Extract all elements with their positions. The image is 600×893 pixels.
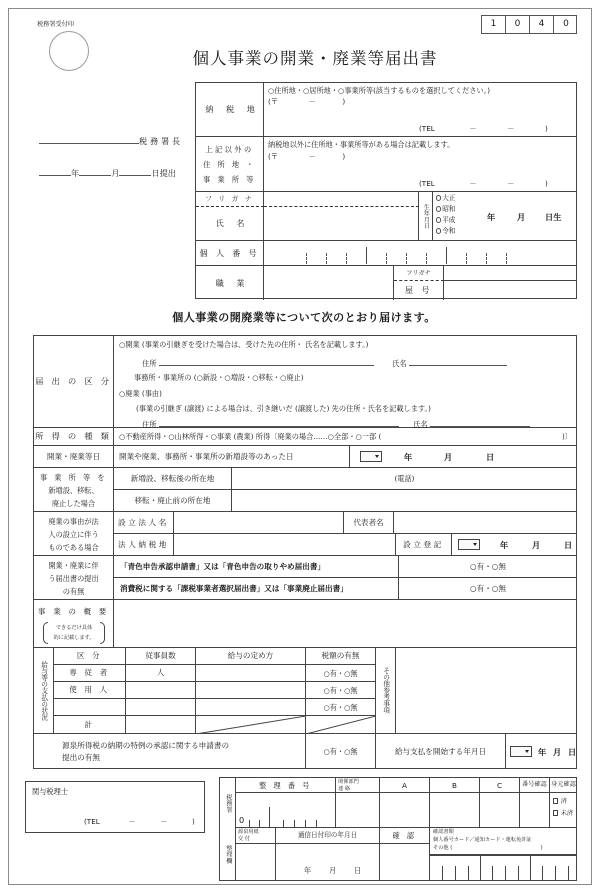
other-notes-label — [376, 648, 396, 734]
office-check-done-label: 済 — [560, 798, 567, 805]
office-col-c: C — [480, 778, 520, 793]
office-a-field[interactable] — [380, 793, 430, 828]
attachments-label-line3: の有無 — [62, 587, 85, 596]
mynumber-group-divider — [346, 247, 367, 264]
salary-row-tax[interactable]: ○有・○無 — [306, 699, 376, 716]
registration-year-label: 年 — [500, 540, 509, 550]
office-use-table — [219, 777, 577, 881]
special-approval-yesno[interactable]: ○有・○無 — [306, 734, 376, 769]
income-type-options[interactable]: ○不動産所得・○山林所得・○事業 (農業) 所得〔廃業の場合……○全部・○一部 ( — [119, 432, 382, 441]
other-address-label — [196, 137, 264, 192]
mynumber-label: 個 人 番 号 — [196, 241, 264, 266]
bracket-left — [43, 622, 48, 644]
postal-dash: － — [308, 97, 316, 106]
era-label: 昭和 — [442, 205, 456, 213]
salary-row-method-diagonal — [196, 716, 306, 734]
submit-date-line — [39, 161, 194, 180]
office-seiri-tick — [294, 820, 295, 828]
office-seiri-tick — [316, 820, 317, 828]
birth-year-label: 年 — [487, 212, 496, 222]
checkbox-icon[interactable] — [553, 798, 558, 803]
main-table — [33, 335, 577, 769]
office-tsushin-year: 年 — [304, 866, 312, 875]
office-seiri-tick — [305, 820, 306, 828]
birth-month-label: 月 — [517, 212, 526, 222]
salary-header-category: 区 分 — [54, 648, 126, 665]
attachment-row-1-text: 「青色申告承認申請書」又は「青色申告の取りやめ届出書」 — [120, 561, 326, 571]
office-b-field[interactable] — [430, 793, 480, 828]
postal-dash: － — [308, 152, 316, 161]
office-col-renraku-line1: 関係部門 — [338, 779, 359, 785]
office-col-renraku-line2: 連 絡 — [338, 786, 351, 792]
attachments-label-line1: 開業・廃業に伴 — [48, 561, 99, 570]
salary-row-count[interactable] — [126, 716, 196, 734]
tax-office-blank[interactable] — [39, 132, 139, 144]
office-tsushin-month: 月 — [329, 866, 337, 875]
other-address-label-line3: 事 業 所 等 — [203, 175, 256, 184]
corp-reason-label-line3: ものである場合 — [48, 543, 99, 552]
other-address-label-line2: 住 所 地 ・ — [203, 160, 256, 169]
event-date-label: 開業・廃業等日 — [34, 446, 114, 468]
registration-month-label: 月 — [532, 540, 541, 550]
salary-row-tax[interactable]: ○有・○無 — [306, 665, 376, 682]
nozeichi-postal — [268, 97, 345, 106]
representative-field[interactable] — [394, 512, 577, 534]
office-seiri-tick — [249, 820, 250, 828]
office-kakunin-docs-close: ) — [540, 845, 543, 851]
bracket-right — [100, 622, 105, 644]
salary-row-method[interactable] — [196, 665, 306, 682]
corp-name-field[interactable] — [174, 512, 344, 534]
address-label: 住所 — [142, 420, 157, 429]
postal-mark: (〒 — [268, 152, 278, 161]
special-approval-label-line1: 源泉所得税の納期の特例の承認に関する申請書の — [62, 741, 230, 750]
corp-name-label: 設立法人名 — [114, 512, 174, 534]
name-label: 氏 名 — [196, 207, 264, 241]
event-date-era-dropdown[interactable] — [360, 451, 382, 462]
nozeichi-options[interactable]: ○住所地・○居所地・○事業所等(該当するものを選択してください。) — [268, 86, 491, 95]
yago-furigana-label-cell — [394, 266, 444, 281]
office-col-seiri: 整 理 番 号 — [236, 778, 336, 793]
corp-taxplace-field[interactable] — [174, 534, 396, 556]
accountant-tel-label: (TEL — [84, 817, 100, 826]
era-label: 平成 — [442, 216, 456, 224]
office-kakunin-docs-other: その他 ( — [433, 845, 453, 851]
accountant-tel-dash-1: － — [128, 817, 136, 826]
corp-reason-label — [34, 512, 114, 556]
new-location-phone-label: (電話) — [394, 474, 415, 483]
tel-dash-2: － — [507, 124, 515, 133]
kaigyo-address-input[interactable] — [159, 355, 374, 366]
furigana-label-cell — [196, 192, 264, 207]
yago-field[interactable] — [444, 281, 577, 300]
mynumber-cell[interactable] — [326, 253, 347, 264]
page-title: 個人事業の開業・廃業等届出書 — [192, 48, 438, 68]
mynumber-cell[interactable] — [286, 253, 307, 264]
salary-start-day-label: 日 — [568, 747, 577, 757]
mynumber-group-divider — [426, 247, 447, 264]
attachment-row-1-yesno[interactable]: ○有・○無 — [399, 556, 577, 578]
business-overview-field[interactable] — [114, 600, 577, 648]
office-docnumber-divider — [480, 856, 481, 881]
salary-row-count[interactable]: 人 — [126, 665, 196, 682]
receipt-stamp-circle — [49, 31, 89, 71]
event-date-month-label: 月 — [444, 452, 453, 462]
receipt-stamp-label: 税務署受付印 — [37, 21, 75, 28]
checkbox-icon[interactable] — [553, 810, 558, 815]
mynumber-cell[interactable] — [506, 253, 526, 264]
attachments-label — [34, 556, 114, 600]
era-option-reiwa[interactable] — [436, 227, 455, 235]
accountant-tel-dash-2: － — [160, 817, 168, 826]
section-heading: 個人事業の開廃業等について次のとおり届けます。 — [172, 311, 436, 325]
accountant-tel-close: ) — [191, 817, 195, 826]
other-address-note: 納税地以外に住所地・事業所等がある場合は記載します。 — [268, 140, 455, 149]
taxpayer-table — [195, 82, 577, 299]
office-seiri-prefix: 0 — [239, 815, 245, 825]
office-change-options[interactable]: 事務所・事業所の (○新設・○増設・○移転・○廃止) — [134, 373, 304, 382]
birthdate-label-cell — [419, 192, 433, 241]
submit-year-blank[interactable] — [39, 164, 71, 176]
attachments-label-line2: う届出書の提出 — [48, 574, 99, 583]
birth-day-label: 日生 — [545, 212, 562, 222]
special-approval-label — [34, 734, 306, 769]
birthdate-field — [433, 192, 577, 241]
old-location-field[interactable] — [232, 490, 577, 512]
office-genzen-label-line2: 交 付 — [238, 836, 251, 842]
name-label: 氏名 — [392, 359, 407, 368]
office-seiri-field[interactable] — [236, 793, 336, 828]
salary-row-tax[interactable]: ○有・○無 — [306, 682, 376, 699]
mynumber-field[interactable] — [264, 241, 577, 266]
kaigyo-option[interactable]: ○開業 (事業の引継ぎを受けた場合は、受けた先の住所・ 氏名を記載します。) — [119, 340, 369, 349]
registration-day-label: 日 — [564, 540, 573, 550]
office-tsushin-label: 通信日付印の年月日 — [276, 828, 380, 844]
tel-dash-2: － — [507, 179, 515, 188]
tax-office-label: 税務署長 — [139, 136, 183, 146]
corp-reason-label-line2: 人の設立に伴う — [48, 530, 99, 539]
new-location-label: 新増設、移転後の所在地 — [114, 468, 232, 490]
salary-header-tax: 税額の有無 — [306, 648, 376, 665]
office-tsushin-field[interactable] — [276, 844, 380, 880]
mynumber-cell[interactable] — [446, 253, 467, 264]
income-type-close: )〕 — [562, 432, 572, 441]
mynumber-cell[interactable] — [306, 253, 327, 264]
tel-close: ) — [544, 179, 548, 188]
event-date-year-label: 年 — [404, 452, 413, 462]
office-docnumber-tick — [505, 866, 506, 880]
accountant-box — [25, 781, 205, 833]
salary-start-era-dropdown[interactable] — [510, 746, 532, 757]
office-col-b: B — [430, 778, 480, 793]
office-check-not-done-label: 未済 — [560, 810, 574, 817]
office-check-done[interactable] — [553, 798, 577, 810]
furigana-field[interactable] — [264, 192, 419, 207]
submit-year-label: 年 — [71, 168, 80, 178]
salary-row-category: 専 従 者 — [54, 665, 126, 682]
other-address-postal — [268, 152, 345, 161]
new-location-field[interactable] — [232, 468, 577, 490]
salary-row-method[interactable] — [196, 699, 306, 716]
radio-icon[interactable] — [436, 217, 441, 222]
attachment-row-2 — [114, 578, 399, 600]
office-bangou-field[interactable] — [520, 793, 550, 828]
office-docnumber-field[interactable] — [430, 855, 577, 880]
haigyo-address-input[interactable] — [159, 417, 399, 427]
office-col-bangou: 番号確認 — [520, 778, 550, 793]
name-label: 氏名 — [413, 420, 428, 429]
other-address-field — [264, 137, 577, 192]
submit-month-blank[interactable] — [79, 164, 111, 176]
office-docnumber-tick — [518, 866, 519, 880]
office-change-label-line1: 事 業 所 等 を — [39, 473, 108, 482]
salary-row-count[interactable] — [126, 682, 196, 699]
era-option-taisho[interactable] — [436, 194, 455, 202]
haigyo-note: (事業の引継ぎ (譲渡) による場合は、引き継いだ (譲渡した) 先の住所・氏名を記載します。) — [136, 404, 431, 413]
office-change-label-line2: 新増設、移転、 — [48, 486, 99, 495]
salary-side-label-text: 給与等の支払の状況 — [39, 660, 48, 721]
radio-icon[interactable] — [436, 228, 441, 233]
office-col-a: A — [380, 778, 430, 793]
other-notes-field[interactable] — [396, 648, 577, 734]
postal-close: ) — [342, 97, 346, 106]
salary-side-label — [34, 648, 54, 734]
category-field — [114, 336, 577, 428]
mynumber-cell[interactable] — [386, 253, 407, 264]
kaigyo-name-input[interactable] — [409, 355, 507, 366]
office-kakunin-docs-title: 確認書類 — [433, 829, 454, 835]
category-label: 届 出 の 区 分 — [34, 336, 114, 428]
office-genzen-label-line1: 源泉用紙 — [238, 829, 259, 835]
salary-start-year-label: 年 — [538, 747, 547, 757]
diagonal-strike-icon — [306, 716, 376, 734]
office-mimoto-field[interactable] — [550, 793, 577, 828]
business-overview-note-line1: できるだけ具体 — [55, 624, 93, 631]
furigana-label: フ リ ガ ナ — [205, 195, 254, 204]
other-address-tel — [419, 179, 548, 188]
registration-date-field — [452, 534, 577, 556]
mynumber-cell[interactable] — [466, 253, 487, 264]
tel-label: (TEL — [419, 124, 435, 133]
event-date-text: 開業や廃業、事務所・事業所の新増設等のあった日 — [119, 452, 294, 461]
registration-era-dropdown[interactable] — [458, 539, 480, 550]
office-change-label — [34, 468, 114, 512]
office-check-not-done[interactable] — [553, 810, 577, 822]
office-col-renraku — [336, 778, 380, 793]
special-approval-label-line2: 提出の有無 — [62, 753, 100, 762]
accountant-label: 関与税理士 — [32, 787, 68, 796]
income-type-field[interactable] — [114, 428, 577, 446]
office-kakunin-label: 確 認 — [380, 828, 430, 844]
event-date-divider — [349, 446, 350, 468]
registration-label: 設立登記 — [396, 534, 452, 556]
salary-row-tax-diagonal — [306, 716, 376, 734]
kaigyo-address-row — [142, 355, 507, 368]
event-date-field — [114, 446, 577, 468]
business-overview-label — [34, 600, 114, 648]
office-docnumber-divider — [530, 856, 531, 881]
corp-reason-label-line1: 廃業の事由が法 — [48, 517, 99, 526]
yago-furigana-label: フリガナ — [406, 269, 431, 277]
office-docnumber-tick — [568, 866, 569, 880]
office-kakunin-docs — [430, 828, 577, 855]
salary-row-category: 計 — [54, 716, 126, 734]
nozeichi-label: 納 税 地 — [196, 83, 264, 137]
other-notes-label-text: その他参考事項 — [381, 667, 390, 714]
birthdate-label: 生年月日 — [422, 203, 430, 229]
salary-header-count: 従事員数 — [126, 648, 196, 665]
salary-header-method: 給与の定め方 — [196, 648, 306, 665]
office-kakunin-docs-line1: 個人番号カード／通知カード・運転免許証 — [433, 837, 532, 843]
form-number-digit: 0 — [563, 18, 569, 29]
office-docnumber-tick — [442, 866, 443, 880]
office-genzen-label — [236, 828, 276, 844]
other-address-label-line1: 上記以外の — [205, 145, 254, 154]
business-overview-title: 事 業 の 概 要 — [38, 606, 109, 616]
salary-start-date-field — [506, 734, 577, 769]
yago-furigana-field[interactable] — [444, 266, 577, 281]
era-label: 令和 — [442, 227, 456, 235]
office-docnumber-tick — [492, 866, 493, 880]
tel-dash-1: － — [469, 124, 477, 133]
postal-close: ) — [342, 152, 346, 161]
tel-dash-1: － — [469, 179, 477, 188]
radio-icon[interactable] — [436, 195, 441, 200]
nozeichi-field — [264, 83, 577, 137]
era-option-heisei[interactable] — [436, 216, 455, 224]
salary-start-month-label: 月 — [553, 747, 562, 757]
office-docnumber-tick — [455, 866, 456, 880]
office-renraku-field[interactable] — [336, 793, 380, 828]
office-seiri-tick — [283, 820, 284, 828]
salary-row-category[interactable] — [54, 699, 126, 716]
office-genzen-field[interactable] — [236, 844, 276, 880]
salary-row-method[interactable] — [196, 682, 306, 699]
mynumber-cell[interactable] — [406, 253, 427, 264]
yago-label: 屋 号 — [394, 281, 444, 300]
form-number-digit: 1 — [482, 16, 506, 33]
postal-mark: (〒 — [268, 97, 278, 106]
office-change-label-line3: 廃止した場合 — [51, 499, 96, 508]
event-date-day-label: 日 — [486, 452, 495, 462]
form-sheet — [8, 8, 592, 885]
nozeichi-tel — [419, 124, 548, 133]
office-use-side-label-bottom: 整理欄 — [224, 845, 232, 864]
form-number-digit: 0 — [506, 16, 530, 33]
mynumber-cell[interactable] — [486, 253, 507, 264]
mynumber-cell[interactable] — [366, 253, 387, 264]
form-number-box — [481, 15, 577, 34]
diagonal-strike-icon — [196, 716, 306, 734]
business-overview-note-line2: 的に記載します。 — [53, 634, 95, 641]
name-field[interactable] — [264, 207, 419, 241]
address-label: 住所 — [142, 359, 157, 368]
haigyo-name-input[interactable] — [430, 417, 530, 427]
office-docnumber-tick — [555, 866, 556, 880]
salary-start-label: 給与支払を開始する年月日 — [376, 734, 506, 769]
era-label: 大正 — [442, 194, 456, 202]
attachment-row-1 — [114, 556, 399, 578]
business-overview-note-bracket — [43, 622, 105, 644]
old-location-label: 移転・廃止前の所在地 — [114, 490, 232, 512]
era-option-showa[interactable] — [436, 205, 455, 213]
salary-row-category: 使 用 人 — [54, 682, 126, 699]
submit-month-label: 月 — [111, 168, 120, 178]
tel-label: (TEL — [419, 179, 435, 188]
mynumber-cells[interactable] — [286, 253, 526, 264]
office-kakunin-field[interactable] — [380, 844, 430, 880]
occupation-label: 職 業 — [196, 266, 264, 300]
form-number-digit: 4 — [530, 16, 554, 33]
attachment-row-2-text: 消費税に関する「課税事業者選択届出書」又は「事業廃止届出書」 — [120, 583, 348, 593]
tax-office-line — [39, 129, 189, 148]
office-kakunin-docs-line2[interactable] — [433, 845, 577, 853]
office-tsushin-day: 日 — [354, 866, 362, 875]
office-c-field[interactable] — [480, 793, 520, 828]
office-docnumber-tick — [468, 866, 469, 880]
income-type-label: 所 得 の 種 類 — [34, 428, 114, 446]
accountant-tel[interactable] — [84, 817, 195, 826]
office-use-side-label-top: 税務署 — [224, 794, 232, 813]
submit-day-blank[interactable] — [119, 164, 151, 176]
office-seiri-tick — [269, 807, 270, 828]
salary-row-count[interactable] — [126, 699, 196, 716]
submit-day-label: 日提出 — [151, 168, 176, 178]
tel-close: ) — [544, 124, 548, 133]
office-seiri-tick — [259, 820, 260, 828]
office-col-mimoto: 身元確認 — [550, 778, 577, 793]
occupation-field[interactable] — [264, 266, 394, 300]
haigyo-option[interactable]: ○廃業 (事由) — [119, 389, 162, 398]
corp-taxplace-label: 法人納税地 — [114, 534, 174, 556]
radio-icon[interactable] — [436, 206, 441, 211]
office-use-side-label — [220, 778, 236, 880]
attachment-row-2-yesno[interactable]: ○有・○無 — [399, 578, 577, 600]
office-docnumber-tick — [542, 866, 543, 880]
representative-label: 代表者名 — [344, 512, 394, 534]
